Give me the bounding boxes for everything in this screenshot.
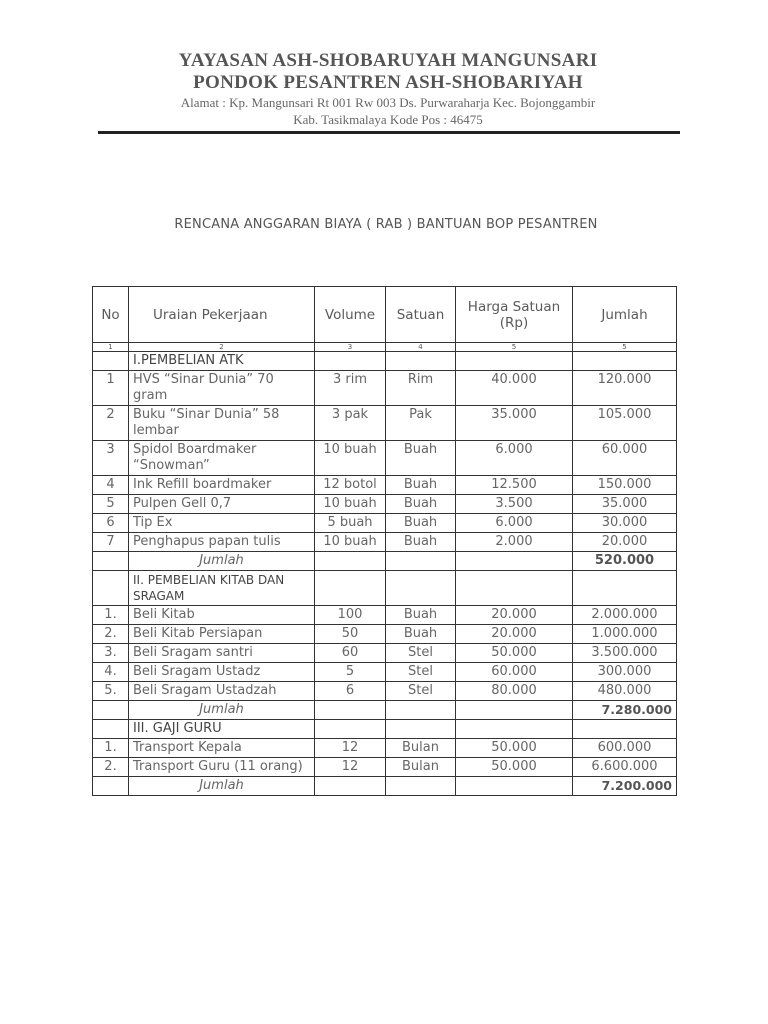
table-row (93, 758, 677, 777)
empty-cell (315, 701, 386, 720)
column-index: 1 (93, 343, 129, 352)
letterhead-divider (98, 131, 680, 134)
cell-uraian: Pulpen Gell 0,7 (129, 495, 315, 514)
cell-jumlah: 20.000 (573, 533, 677, 552)
cell-harga: 50.000 (456, 739, 573, 758)
cell-uraian: Transport Guru (11 orang) (129, 758, 315, 777)
pesantren-name: PONDOK PESANTREN ASH-SHOBARIYAH (193, 72, 583, 93)
cell-harga: 6.000 (456, 514, 573, 533)
cell-satuan: Pak (386, 406, 456, 441)
cell-uraian: Buku “Sinar Dunia” 58 lembar (129, 406, 315, 441)
cell-satuan: Bulan (386, 739, 456, 758)
empty-cell (386, 352, 456, 371)
empty-cell (386, 571, 456, 606)
empty-cell (315, 352, 386, 371)
cell-satuan: Buah (386, 625, 456, 644)
cell-no: 2. (93, 758, 129, 777)
empty-cell (456, 720, 573, 739)
cell-satuan: Rim (386, 371, 456, 406)
cell-satuan: Bulan (386, 758, 456, 777)
cell-harga: 40.000 (456, 371, 573, 406)
header-satuan: Satuan (386, 287, 456, 343)
cell-jumlah: 105.000 (573, 406, 677, 441)
cell-volume: 50 (315, 625, 386, 644)
cell-jumlah: 3.500.000 (573, 644, 677, 663)
address-line-1: Alamat : Kp. Mangunsari Rt 001 Rw 003 Ds. Purwaraharja Kec. Bojonggambir (180, 95, 596, 110)
cell-harga: 2.000 (456, 533, 573, 552)
cell-volume: 12 (315, 758, 386, 777)
cell-jumlah: 300.000 (573, 663, 677, 682)
cell-volume: 12 botol (315, 476, 386, 495)
total-value: 7.280.000 (573, 701, 677, 720)
foundation-name: YAYASAN ASH-SHOBARUYAH MANGUNSARI (178, 50, 598, 71)
total-row (93, 701, 677, 720)
cell-harga: 3.500 (456, 495, 573, 514)
empty-cell (456, 777, 573, 796)
table-row (93, 682, 677, 701)
cell-jumlah: 150.000 (573, 476, 677, 495)
cell-no: 5. (93, 682, 129, 701)
cell-no: 7 (93, 533, 129, 552)
column-index: 2 (129, 343, 315, 352)
section-title-row (93, 352, 677, 371)
header-jumlah: Jumlah (573, 287, 677, 343)
table-row (93, 514, 677, 533)
cell-harga: 35.000 (456, 406, 573, 441)
cell-no: 6 (93, 514, 129, 533)
empty-cell (315, 777, 386, 796)
cell-satuan: Buah (386, 441, 456, 476)
cell-no: 4. (93, 663, 129, 682)
total-row (93, 552, 677, 571)
table-row (93, 441, 677, 476)
address-line-2: Kab. Tasikmalaya Kode Pos : 46475 (293, 112, 483, 127)
table-row (93, 606, 677, 625)
empty-cell (573, 571, 677, 606)
section-title-row (93, 720, 677, 739)
section-title: III. GAJI GURU (129, 720, 315, 739)
cell-volume: 60 (315, 644, 386, 663)
cell-no: 1 (93, 371, 129, 406)
budget-table (92, 286, 677, 796)
cell-no: 2. (93, 625, 129, 644)
total-value: 7.200.000 (573, 777, 677, 796)
header-harga: Harga Satuan (Rp) (456, 287, 573, 343)
cell-harga: 50.000 (456, 758, 573, 777)
cell-uraian: Beli Sragam santri (129, 644, 315, 663)
cell-uraian: Spidol Boardmaker “Snowman” (129, 441, 315, 476)
table-row (93, 625, 677, 644)
empty-cell (93, 552, 129, 571)
cell-no: 3 (93, 441, 129, 476)
cell-harga: 20.000 (456, 606, 573, 625)
table-header-row (93, 287, 677, 343)
table-row (93, 644, 677, 663)
cell-volume: 6 (315, 682, 386, 701)
section-title: II. PEMBELIAN KITAB DAN SRAGAM (129, 571, 315, 606)
empty-cell (456, 352, 573, 371)
empty-cell (456, 571, 573, 606)
column-index: 5 (573, 343, 677, 352)
cell-harga: 12.500 (456, 476, 573, 495)
cell-uraian: Beli Sragam Ustadzah (129, 682, 315, 701)
section-title-row (93, 571, 677, 606)
empty-cell (315, 720, 386, 739)
cell-satuan: Buah (386, 606, 456, 625)
cell-volume: 100 (315, 606, 386, 625)
table-row (93, 371, 677, 406)
column-index: 5 (456, 343, 573, 352)
cell-uraian: Beli Sragam Ustadz (129, 663, 315, 682)
cell-uraian: Penghapus papan tulis (129, 533, 315, 552)
empty-cell (93, 701, 129, 720)
cell-satuan: Buah (386, 514, 456, 533)
table-row (93, 406, 677, 441)
column-index: 3 (315, 343, 386, 352)
cell-volume: 10 buah (315, 533, 386, 552)
empty-cell (573, 352, 677, 371)
cell-no: 3. (93, 644, 129, 663)
cell-jumlah: 6.600.000 (573, 758, 677, 777)
empty-cell (456, 552, 573, 571)
cell-jumlah: 60.000 (573, 441, 677, 476)
header-no: No (93, 287, 129, 343)
empty-cell (93, 720, 129, 739)
empty-cell (386, 720, 456, 739)
cell-satuan: Buah (386, 476, 456, 495)
cell-uraian: Beli Kitab (129, 606, 315, 625)
table-row (93, 495, 677, 514)
empty-cell (386, 552, 456, 571)
cell-uraian: HVS “Sinar Dunia” 70 gram (129, 371, 315, 406)
cell-satuan: Buah (386, 533, 456, 552)
cell-volume: 3 rim (315, 371, 386, 406)
cell-jumlah: 480.000 (573, 682, 677, 701)
cell-jumlah: 600.000 (573, 739, 677, 758)
cell-volume: 5 buah (315, 514, 386, 533)
empty-cell (315, 571, 386, 606)
cell-satuan: Buah (386, 495, 456, 514)
cell-jumlah: 35.000 (573, 495, 677, 514)
letterhead (96, 50, 680, 128)
column-index: 4 (386, 343, 456, 352)
cell-volume: 5 (315, 663, 386, 682)
document-title: RENCANA ANGGARAN BIAYA ( RAB ) BANTUAN BOP PESANTREN (174, 217, 598, 232)
cell-no: 1. (93, 739, 129, 758)
column-index-row (93, 343, 677, 352)
cell-volume: 3 pak (315, 406, 386, 441)
cell-no: 4 (93, 476, 129, 495)
cell-no: 5 (93, 495, 129, 514)
empty-cell (93, 352, 129, 371)
cell-harga: 20.000 (456, 625, 573, 644)
cell-jumlah: 30.000 (573, 514, 677, 533)
cell-uraian: Ink Refill boardmaker (129, 476, 315, 495)
total-label: Jumlah (129, 777, 315, 796)
empty-cell (573, 720, 677, 739)
cell-volume: 12 (315, 739, 386, 758)
empty-cell (456, 701, 573, 720)
cell-no: 2 (93, 406, 129, 441)
header-volume: Volume (315, 287, 386, 343)
cell-harga: 6.000 (456, 441, 573, 476)
cell-satuan: Stel (386, 682, 456, 701)
cell-harga: 80.000 (456, 682, 573, 701)
empty-cell (386, 777, 456, 796)
cell-satuan: Stel (386, 663, 456, 682)
cell-volume: 10 buah (315, 495, 386, 514)
cell-uraian: Transport Kepala (129, 739, 315, 758)
total-row (93, 777, 677, 796)
total-label: Jumlah (129, 552, 315, 571)
cell-harga: 50.000 (456, 644, 573, 663)
table-row (93, 663, 677, 682)
table-row (93, 533, 677, 552)
cell-uraian: Beli Kitab Persiapan (129, 625, 315, 644)
cell-jumlah: 1.000.000 (573, 625, 677, 644)
cell-jumlah: 2.000.000 (573, 606, 677, 625)
budget-table-body (93, 352, 677, 796)
table-row (93, 476, 677, 495)
empty-cell (386, 701, 456, 720)
total-label: Jumlah (129, 701, 315, 720)
table-row (93, 739, 677, 758)
empty-cell (93, 571, 129, 606)
section-title: I.PEMBELIAN ATK (129, 352, 315, 371)
cell-harga: 60.000 (456, 663, 573, 682)
cell-uraian: Tip Ex (129, 514, 315, 533)
cell-volume: 10 buah (315, 441, 386, 476)
empty-cell (315, 552, 386, 571)
total-value: 520.000 (573, 552, 677, 571)
empty-cell (93, 777, 129, 796)
cell-satuan: Stel (386, 644, 456, 663)
cell-jumlah: 120.000 (573, 371, 677, 406)
cell-no: 1. (93, 606, 129, 625)
header-uraian: Uraian Pekerjaan (129, 287, 315, 343)
